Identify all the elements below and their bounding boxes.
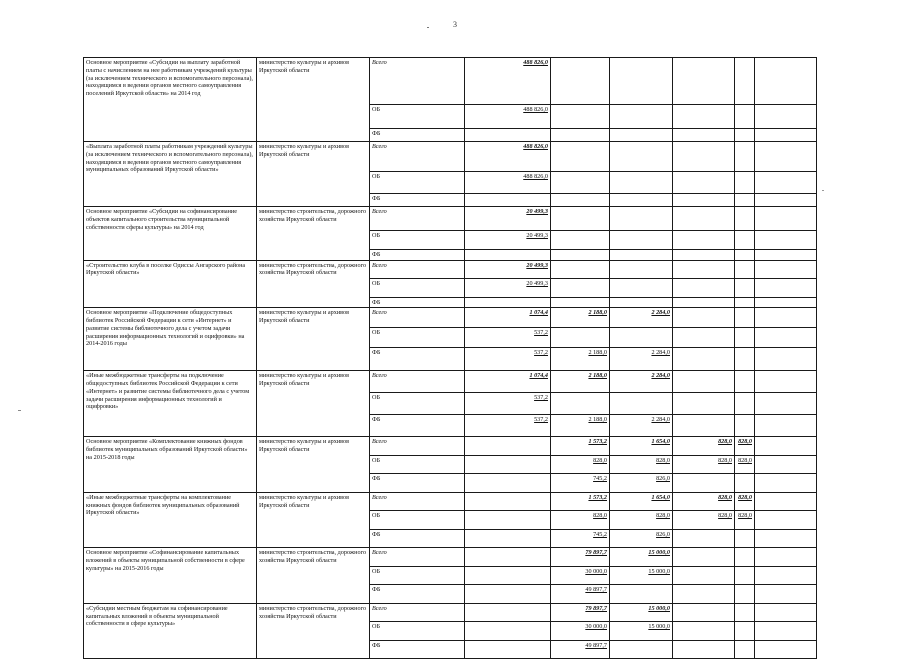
year-value [735,566,755,585]
year-value [465,348,551,371]
year-value [465,603,551,622]
year-value [610,415,673,437]
year-value [551,308,610,328]
value-text: 488 826,0 [523,143,548,150]
executor-cell: министерство строительства, дорожного хозяйства Иркутской области [257,548,370,604]
year-value [610,105,673,129]
year-value [551,348,610,371]
year-value [610,249,673,260]
year-value [465,415,551,437]
year-value [673,129,735,142]
year-value [551,492,610,511]
value-text: 488 826,0 [523,59,548,66]
table-row [84,371,817,393]
funding-source: Всего [370,492,465,511]
value-text: 49 897,7 [585,586,607,594]
value-text: 1 573,2 [588,438,607,446]
table-row [84,437,817,456]
year-value [551,231,610,250]
year-value [755,529,817,548]
value-text: 2 284,0 [651,416,670,424]
measure-description: Основное мероприятие «Субсидии на софинансирование объектов капитального строительства муниципальной собственности сферы культуры» на 2014 год [84,207,257,261]
year-value [610,603,673,622]
year-value [551,142,610,172]
year-value [551,640,610,659]
year-value [735,529,755,548]
year-value [673,308,735,328]
measure-description: Основное мероприятие «Субсидии на выплату заработной платы с начислением на нее работникам учреждений культуры (за исключением технического и вспомогательного персонала), находящимся в ведении органов местного самоуправления поселений Иркутской области» на 2014 год [84,58,257,142]
funding-table [83,57,817,659]
year-value [610,142,673,172]
year-value [735,207,755,231]
year-value [755,279,817,298]
funding-source: ОБ [370,279,465,298]
year-value [735,249,755,260]
table-row [84,142,817,172]
year-value [755,603,817,622]
year-value [755,142,817,172]
year-value [735,142,755,172]
executor-cell: министерство строительства, дорожного хозяйства Иркутской области [257,260,370,308]
value-text: 2 188,0 [588,416,607,424]
year-value [755,129,817,142]
year-value [673,437,735,456]
measure-description: Основное мероприятие «Софинансирование капитальных вложений в объекты муниципальной собственности в сфере культуры» на 2015-2016 годы [84,548,257,604]
value-text: 15 000,0 [648,604,670,612]
year-value [735,260,755,279]
funding-source: Всего [370,142,465,172]
executor-cell: министерство культуры и архивов Иркутской области [257,492,370,548]
year-value [735,548,755,567]
funding-source: ОБ [370,566,465,585]
year-value [673,548,735,567]
year-value [610,260,673,279]
value-text: 828,0 [718,512,732,520]
year-value [755,548,817,567]
year-value [673,622,735,641]
year-value [755,622,817,641]
year-value [673,640,735,659]
year-value [465,328,551,348]
year-value [755,194,817,207]
table-row [84,260,817,279]
year-value [735,371,755,393]
year-value [610,455,673,474]
year-value [673,492,735,511]
funding-source: Всего [370,58,465,105]
year-value [465,172,551,194]
year-value [610,393,673,415]
year-value [735,279,755,298]
year-value [755,585,817,604]
value-text: 828,0 [656,456,670,464]
year-value [673,105,735,129]
year-value [755,297,817,308]
value-text: 1 573,2 [588,493,607,501]
funding-source: ФБ [370,297,465,308]
funding-source: ФБ [370,249,465,260]
year-value [735,622,755,641]
value-text: 828,0 [738,493,752,501]
year-value [465,622,551,641]
funding-source: ОБ [370,172,465,194]
value-text: 828,0 [656,512,670,520]
year-value [735,328,755,348]
funding-source: ОБ [370,393,465,415]
value-text: 1 074,4 [529,309,548,317]
year-value [673,58,735,105]
year-value [735,172,755,194]
value-text: 488 826,0 [523,173,548,180]
table-row [84,603,817,622]
year-value [551,249,610,260]
year-value [755,172,817,194]
year-value [551,393,610,415]
year-value [673,231,735,250]
year-value [755,566,817,585]
year-value [551,328,610,348]
year-value [465,585,551,604]
year-value [673,371,735,393]
funding-source: ОБ [370,105,465,129]
value-text: 828,0 [718,438,732,446]
value-text: 828,0 [738,438,752,446]
year-value [673,207,735,231]
year-value [610,492,673,511]
value-text: 826,0 [656,475,670,483]
year-value [735,348,755,371]
funding-source: ОБ [370,511,465,530]
executor-cell: министерство культуры и архивов Иркутской области [257,437,370,493]
year-value [610,548,673,567]
executor-cell: министерство строительства, дорожного хозяйства Иркутской области [257,603,370,659]
value-text: 826,0 [656,530,670,538]
year-value [610,437,673,456]
year-value [551,529,610,548]
year-value [735,129,755,142]
year-value [551,415,610,437]
year-value [735,437,755,456]
year-value [673,172,735,194]
funding-source: ФБ [370,348,465,371]
year-value [735,603,755,622]
year-value [673,603,735,622]
funding-source: Всего [370,437,465,456]
year-value [610,529,673,548]
value-text: 537,2 [534,416,548,424]
year-value [610,297,673,308]
year-value [610,279,673,298]
year-value [551,474,610,493]
year-value [551,511,610,530]
year-value [551,566,610,585]
year-value [735,640,755,659]
year-value [755,474,817,493]
value-text: 15 000,0 [648,623,670,631]
year-value [755,371,817,393]
year-value [465,105,551,129]
year-value [673,529,735,548]
year-value [465,640,551,659]
year-value [735,474,755,493]
year-value [673,348,735,371]
value-text: 20 499,3 [526,232,548,239]
value-text: 79 897,7 [585,549,607,557]
year-value [610,194,673,207]
value-text: 15 000,0 [648,567,670,575]
year-value [755,511,817,530]
year-value [465,297,551,308]
value-text: 828,0 [718,456,732,464]
year-value [610,348,673,371]
year-value [755,231,817,250]
measure-description: «Иные межбюджетные трансферты на подключение общедоступных библиотек Российской Федерации к сети «Интернет» и развитие системы библиотечного дела с учетом задачи расширения информационных технологий и оцифровки» [84,371,257,437]
year-value [735,585,755,604]
value-text: 2 284,0 [651,349,670,357]
value-text: 828,0 [738,512,752,520]
year-value [755,492,817,511]
year-value [673,328,735,348]
year-value [755,348,817,371]
year-value [673,142,735,172]
value-text: 2 188,0 [588,309,607,317]
year-value [551,194,610,207]
funding-source: ФБ [370,474,465,493]
year-value [755,207,817,231]
year-value [465,279,551,298]
year-value [465,474,551,493]
year-value [551,585,610,604]
value-text: 1 654,0 [651,493,670,501]
funding-source: ФБ [370,529,465,548]
year-value [673,511,735,530]
year-value [551,371,610,393]
year-value [673,415,735,437]
funding-source: ФБ [370,194,465,207]
value-text: 745,2 [593,530,607,538]
value-text: 828,0 [593,512,607,520]
measure-description: «Иные межбюджетные трансферты на комплектование книжных фондов библиотек муниципальных образований Иркутской области» [84,492,257,548]
value-text: 2 188,0 [588,349,607,357]
year-value [465,308,551,328]
year-value [673,194,735,207]
funding-source: ОБ [370,328,465,348]
scan-speck [427,27,429,28]
year-value [673,455,735,474]
year-value [673,260,735,279]
year-value [735,393,755,415]
year-value [465,371,551,393]
year-value [465,511,551,530]
funding-source: Всего [370,371,465,393]
year-value [465,58,551,105]
value-text: 488 826,0 [523,106,548,113]
table-row [84,492,817,511]
year-value [610,511,673,530]
year-value [551,622,610,641]
value-text: 30 000,0 [585,623,607,631]
year-value [673,393,735,415]
value-text: 20 499,3 [526,280,548,287]
value-text: 828,0 [738,456,752,464]
year-value [551,548,610,567]
year-value [465,393,551,415]
funding-source: Всего [370,260,465,279]
page-number: 3 [453,20,457,29]
value-text: 828,0 [593,456,607,464]
year-value [551,58,610,105]
funding-source: ФБ [370,415,465,437]
year-value [755,58,817,105]
year-value [673,297,735,308]
year-value [465,207,551,231]
year-value [551,603,610,622]
value-text: 30 000,0 [585,567,607,575]
value-text: 1 074,4 [529,372,548,380]
year-value [610,308,673,328]
executor-cell: министерство культуры и архивов Иркутской области [257,371,370,437]
year-value [551,260,610,279]
value-text: 745,2 [593,475,607,483]
year-value [673,566,735,585]
table-row [84,308,817,328]
year-value [551,207,610,231]
year-value [551,172,610,194]
year-value [465,194,551,207]
year-value [465,566,551,585]
funding-source: Всего [370,603,465,622]
year-value [610,566,673,585]
value-text: 1 654,0 [651,438,670,446]
year-value [610,371,673,393]
year-value [735,105,755,129]
year-value [755,308,817,328]
year-value [735,297,755,308]
year-value [551,437,610,456]
year-value [551,279,610,298]
year-value [610,172,673,194]
year-value [755,455,817,474]
value-text: 15 000,0 [648,549,670,557]
funding-source: ОБ [370,455,465,474]
year-value [735,415,755,437]
value-text: 2 188,0 [588,372,607,380]
year-value [610,58,673,105]
value-text: 20 499,3 [526,208,548,215]
scan-speck [18,410,21,411]
year-value [465,529,551,548]
funding-source: ОБ [370,231,465,250]
measure-description: Основное мероприятие «Комплектование книжных фондов библиотек муниципальных образований Иркутской области» на 2015-2018 годы [84,437,257,493]
year-value [755,415,817,437]
funding-source: Всего [370,308,465,328]
year-value [551,297,610,308]
year-value [735,511,755,530]
year-value [735,194,755,207]
executor-cell: министерство культуры и архивов Иркутской области [257,142,370,207]
year-value [551,105,610,129]
year-value [465,492,551,511]
year-value [610,474,673,493]
year-value [735,492,755,511]
year-value [465,455,551,474]
year-value [755,640,817,659]
funding-source: ОБ [370,622,465,641]
year-value [551,129,610,142]
value-text: 537,2 [534,394,548,402]
value-text: 2 284,0 [651,309,670,317]
year-value [465,548,551,567]
year-value [610,640,673,659]
value-text: 49 897,7 [585,641,607,649]
funding-source: ФБ [370,640,465,659]
measure-description: Основное мероприятие «Подключение общедоступных библиотек Российской Федерации к сети «Интернет» и развитие системы библиотечного дела с учетом задачи расширения информационных технологий и оцифровки» на 2014-2016 годы [84,308,257,371]
year-value [755,437,817,456]
measure-description: «Строительство клуба в поселке Одиссы Ангарского района Иркутской области» [84,260,257,308]
measure-description: «Субсидии местным бюджетам на софинансирование капитальных вложений в объекты муниципальной собственности в сфере культуры» [84,603,257,659]
year-value [610,328,673,348]
year-value [735,231,755,250]
year-value [673,474,735,493]
funding-source: Всего [370,548,465,567]
funding-source: ФБ [370,129,465,142]
value-text: 20 499,3 [526,261,548,269]
table-row [84,548,817,567]
funding-source: ФБ [370,585,465,604]
year-value [610,231,673,250]
year-value [551,455,610,474]
year-value [610,622,673,641]
year-value [610,129,673,142]
year-value [755,249,817,260]
value-text: 2 284,0 [651,372,670,380]
year-value [673,249,735,260]
scan-speck [822,190,824,191]
year-value [735,308,755,328]
year-value [465,129,551,142]
year-value [673,585,735,604]
measure-description: «Выплата заработной платы работникам учреждений культуры (за исключением технического и вспомогательного персонала), находящимся в ведении органов местного самоуправления муниципальных образований Иркутской области» [84,142,257,207]
funding-source: Всего [370,207,465,231]
year-value [465,260,551,279]
value-text: 537,2 [534,349,548,357]
year-value [673,279,735,298]
year-value [755,328,817,348]
year-value [755,260,817,279]
year-value [610,585,673,604]
executor-cell: министерство культуры и архивов Иркутской области [257,308,370,371]
year-value [755,393,817,415]
year-value [465,231,551,250]
value-text: 537,2 [534,329,548,337]
year-value [465,437,551,456]
value-text: 79 897,7 [585,604,607,612]
value-text: 828,0 [718,493,732,501]
year-value [465,142,551,172]
year-value [735,58,755,105]
table-row [84,207,817,231]
year-value [735,455,755,474]
table-row [84,58,817,105]
executor-cell: министерство строительства, дорожного хозяйства Иркутской области [257,207,370,261]
executor-cell: министерство культуры и архивов Иркутской области [257,58,370,142]
year-value [465,249,551,260]
year-value [610,207,673,231]
year-value [755,105,817,129]
